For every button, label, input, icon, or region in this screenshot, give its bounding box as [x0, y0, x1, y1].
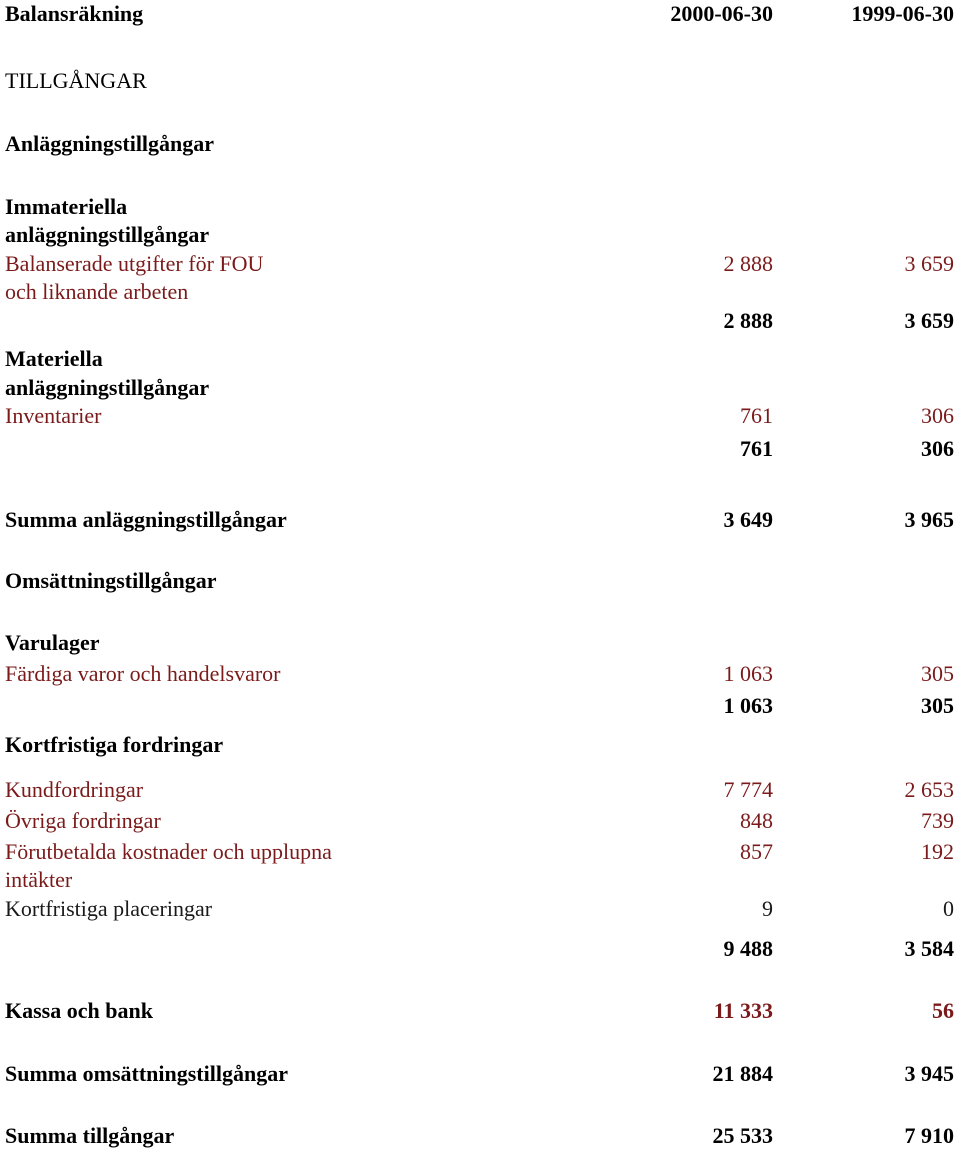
- section-heading: Anläggningstillgångar: [5, 131, 215, 156]
- line-item-label: Förutbetalda kostnader och upplupna: [5, 839, 332, 864]
- line-item-label: och liknande arbeten: [5, 279, 189, 304]
- value-1999: 739: [921, 808, 954, 833]
- subtotal-2000: 2 888: [723, 308, 773, 333]
- line-item-label: Kortfristiga placeringar: [5, 896, 213, 921]
- section-heading: TILLGÅNGAR: [5, 68, 147, 93]
- subheading-line: anläggningstillgångar: [5, 222, 210, 247]
- total-2000: 21 884: [712, 1061, 773, 1086]
- value-1999: 2 653: [904, 777, 954, 802]
- line-item-label: Övriga fordringar: [5, 808, 161, 833]
- value-1999: 0: [943, 896, 954, 921]
- subtotal-2000: 9 488: [723, 936, 773, 961]
- total-label: Summa anläggningstillgångar: [5, 507, 287, 532]
- subheading-line: anläggningstillgångar: [5, 375, 210, 400]
- value-2000: 1 063: [723, 661, 773, 686]
- line-item-label: Kundfordringar: [5, 777, 144, 802]
- value-2000: 2 888: [723, 251, 773, 276]
- subtotal-1999: 305: [921, 693, 954, 718]
- subtotal-1999: 3 659: [904, 308, 954, 333]
- total-1999: 3 945: [904, 1061, 954, 1086]
- value-1999: 192: [921, 839, 954, 864]
- subtotal-2000: 761: [740, 436, 773, 461]
- line-item-label: Balanserade utgifter för FOU: [5, 251, 264, 276]
- value-1999: 305: [921, 661, 954, 686]
- value-1999: 56: [932, 998, 954, 1023]
- subtotal-2000: 1 063: [723, 693, 773, 718]
- subtotal-1999: 306: [921, 436, 954, 461]
- subheading-line: Materiella: [5, 346, 103, 371]
- total-2000: 3 649: [723, 507, 773, 532]
- line-item-label: Inventarier: [5, 403, 102, 428]
- value-2000: 761: [740, 403, 773, 428]
- subheading-line: Kortfristiga fordringar: [5, 732, 224, 757]
- value-2000: 7 774: [723, 777, 773, 802]
- total-2000: 25 533: [712, 1123, 773, 1148]
- value-2000: 11 333: [713, 998, 773, 1023]
- line-item-label: Kassa och bank: [5, 998, 153, 1023]
- value-1999: 306: [921, 403, 954, 428]
- line-item-label: intäkter: [5, 867, 73, 892]
- section-heading: Omsättningstillgångar: [5, 568, 217, 593]
- line-item-label: Färdiga varor och handelsvaror: [5, 661, 281, 686]
- total-1999: 3 965: [904, 507, 954, 532]
- column-header-2000: 2000-06-30: [670, 1, 773, 26]
- page-title: Balansräkning: [5, 1, 144, 26]
- subheading-line: Varulager: [5, 630, 100, 655]
- value-1999: 3 659: [904, 251, 954, 276]
- column-header-1999: 1999-06-30: [851, 1, 954, 26]
- total-label: Summa tillgångar: [5, 1123, 175, 1148]
- subtotal-1999: 3 584: [904, 936, 954, 961]
- value-2000: 857: [740, 839, 773, 864]
- subheading-line: Immateriella: [5, 194, 128, 219]
- total-label: Summa omsättningstillgångar: [5, 1061, 288, 1086]
- value-2000: 9: [762, 896, 773, 921]
- value-2000: 848: [740, 808, 773, 833]
- total-1999: 7 910: [904, 1123, 954, 1148]
